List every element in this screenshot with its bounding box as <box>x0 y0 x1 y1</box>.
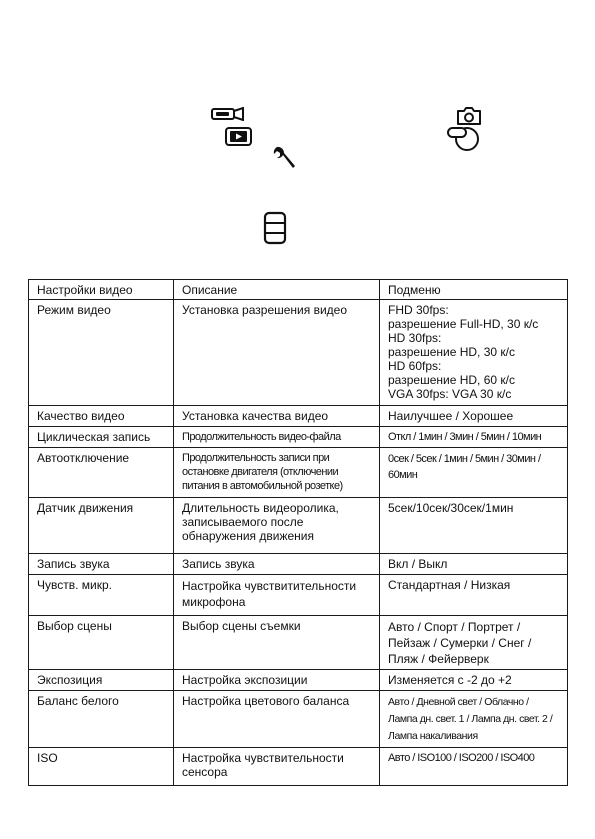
row-submenu <box>380 616 568 670</box>
submenu-line: Лампа накаливания <box>388 730 478 742</box>
row-setting: Экспозиция <box>29 670 174 691</box>
photo-settings-icon <box>446 125 482 151</box>
row-setting: Циклическая запись <box>29 427 174 448</box>
row-description: Настройка цветового баланса <box>174 691 380 748</box>
table-row <box>29 691 568 748</box>
table-row <box>29 448 568 498</box>
playback-icon <box>225 127 252 146</box>
submenu-line: FHD 30fps: <box>388 303 449 317</box>
row-submenu: Стандартная / Низкая <box>380 575 568 616</box>
memory-card-icon <box>262 211 288 245</box>
row-setting: Выбор сцены <box>29 616 174 670</box>
submenu-line: разрешение HD, 30 к/с <box>388 345 515 359</box>
table-row <box>29 406 568 427</box>
submenu-line: 60мин <box>388 469 418 481</box>
row-description: Длительность видеоролика, записываемого после обнаружения движения <box>174 498 380 554</box>
table-row <box>29 575 568 616</box>
submenu-line: разрешение Full-HD, 30 к/с <box>388 317 539 331</box>
video-settings-table <box>28 279 568 786</box>
submenu-line: VGA 30fps: VGA 30 к/с <box>388 387 512 401</box>
row-setting: Качество видео <box>29 406 174 427</box>
table-row <box>29 554 568 575</box>
row-setting: Запись звука <box>29 554 174 575</box>
header-description: Описание <box>174 280 380 300</box>
row-submenu <box>380 448 568 498</box>
row-description: Настройка экспозиции <box>174 670 380 691</box>
row-submenu: Вкл / Выкл <box>380 554 568 575</box>
row-submenu: Авто / ISO100 / ISO200 / ISO400 <box>380 748 568 786</box>
wrench-icon <box>272 145 296 171</box>
table-row <box>29 300 568 406</box>
row-setting: Автоотключение <box>29 448 174 498</box>
row-description: Продолжительность записи при остановке двигателя (отключении питания в автомобильной розетке) <box>174 448 380 498</box>
submenu-line: Лампа дн. свет. 1 / Лампа дн. свет. 2 / <box>388 713 553 725</box>
header-setting: Настройки видео <box>29 280 174 300</box>
submenu-line: разрешение HD, 60 к/с <box>388 373 515 387</box>
row-submenu: Наилучшее / Хорошее <box>380 406 568 427</box>
row-description: Установка качества видео <box>174 406 380 427</box>
table-row <box>29 498 568 554</box>
row-setting: ISO <box>29 748 174 786</box>
row-description: Продолжительность видео-файла <box>174 427 380 448</box>
table-header-row <box>29 280 568 300</box>
table-row <box>29 616 568 670</box>
header-submenu: Подменю <box>380 280 568 300</box>
submenu-line: Авто / Спорт / Портрет / <box>388 620 521 634</box>
row-setting: Чувств. микр. <box>29 575 174 616</box>
row-submenu: Изменяется с -2 до +2 <box>380 670 568 691</box>
submenu-line: 0сек / 5сек / 1мин / 5мин / 30мин / <box>388 453 541 465</box>
video-camera-icon <box>211 107 245 121</box>
row-setting: Режим видео <box>29 300 174 406</box>
row-description: Настройка чувствитительности микрофона <box>174 575 380 616</box>
submenu-line: HD 60fps: <box>388 359 442 373</box>
row-submenu <box>380 300 568 406</box>
row-setting: Датчик движения <box>29 498 174 554</box>
row-setting: Баланс белого <box>29 691 174 748</box>
row-description: Установка разрешения видео <box>174 300 380 406</box>
table-row <box>29 427 568 448</box>
submenu-line: Авто / Дневной свет / Облачно / <box>388 696 529 708</box>
row-description: Выбор сцены съемки <box>174 616 380 670</box>
row-submenu: 5сек/10сек/30сек/1мин <box>380 498 568 554</box>
photo-camera-icon <box>456 106 482 126</box>
row-description: Запись звука <box>174 554 380 575</box>
row-submenu: Откл / 1мин / 3мин / 5мин / 10мин <box>380 427 568 448</box>
row-description: Настройка чувствительности сенсора <box>174 748 380 786</box>
submenu-line: Пляж / Фейерверк <box>388 652 489 666</box>
table-row <box>29 748 568 786</box>
submenu-line: Пейзаж / Сумерки / Снег / <box>388 636 532 650</box>
row-submenu <box>380 691 568 748</box>
submenu-line: HD 30fps: <box>388 331 442 345</box>
table-row <box>29 670 568 691</box>
